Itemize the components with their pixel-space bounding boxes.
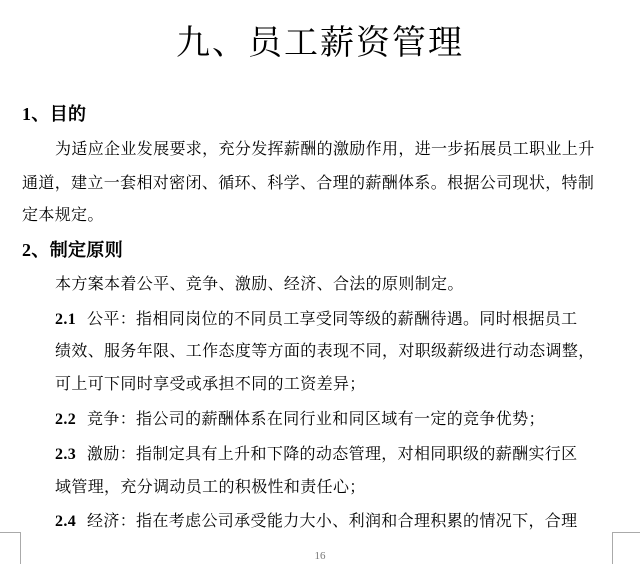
list-item-2-4 bbox=[55, 512, 578, 532]
body-line: 为适应企业发展要求，充分发挥薪酬的激励作用，进一步拓展员工职业上升 bbox=[55, 141, 595, 158]
body-line: 域管理，充分调动员工的积极性和责任心； bbox=[55, 479, 366, 496]
page-title: 九、员工薪资管理 bbox=[176, 25, 464, 62]
list-item-2-2 bbox=[55, 410, 545, 430]
page-number: 16 bbox=[314, 550, 326, 562]
item-number: 2.3 bbox=[55, 446, 77, 463]
item-text: 竞争：指公司的薪酬体系在同行业和同区域有一定的竞争优势； bbox=[87, 411, 545, 428]
item-text: 公平：指相同岗位的不同员工享受同等级的薪酬待遇。同时根据员工 bbox=[87, 311, 578, 328]
item-number: 2.4 bbox=[55, 513, 77, 530]
body-line: 定本规定。 bbox=[22, 207, 104, 224]
section-2-heading: 2、制定原则 bbox=[22, 240, 124, 260]
body-line: 通道，建立一套相对密闭、循环、科学、合理的薪酬体系。根据公司现状，特制 bbox=[22, 175, 595, 192]
section-1-heading: 1、目的 bbox=[22, 104, 87, 124]
body-line: 可上可下同时享受或承担不同的工资差异； bbox=[55, 376, 366, 393]
list-item-2-3 bbox=[55, 445, 578, 465]
item-text: 经济：指在考虑公司承受能力大小、利润和合理积累的情况下，合理 bbox=[87, 513, 578, 530]
item-text: 激励：指制定具有上升和下降的动态管理，对相同职级的薪酬实行区 bbox=[87, 446, 578, 463]
item-number: 2.1 bbox=[55, 311, 77, 328]
body-line: 本方案本着公平、竞争、激励、经济、合法的原则制定。 bbox=[55, 276, 464, 293]
item-number: 2.2 bbox=[55, 411, 77, 428]
list-item-2-1 bbox=[55, 310, 578, 330]
body-line: 绩效、服务年限、工作态度等方面的表现不同，对职级薪级进行动态调整， bbox=[55, 343, 595, 360]
